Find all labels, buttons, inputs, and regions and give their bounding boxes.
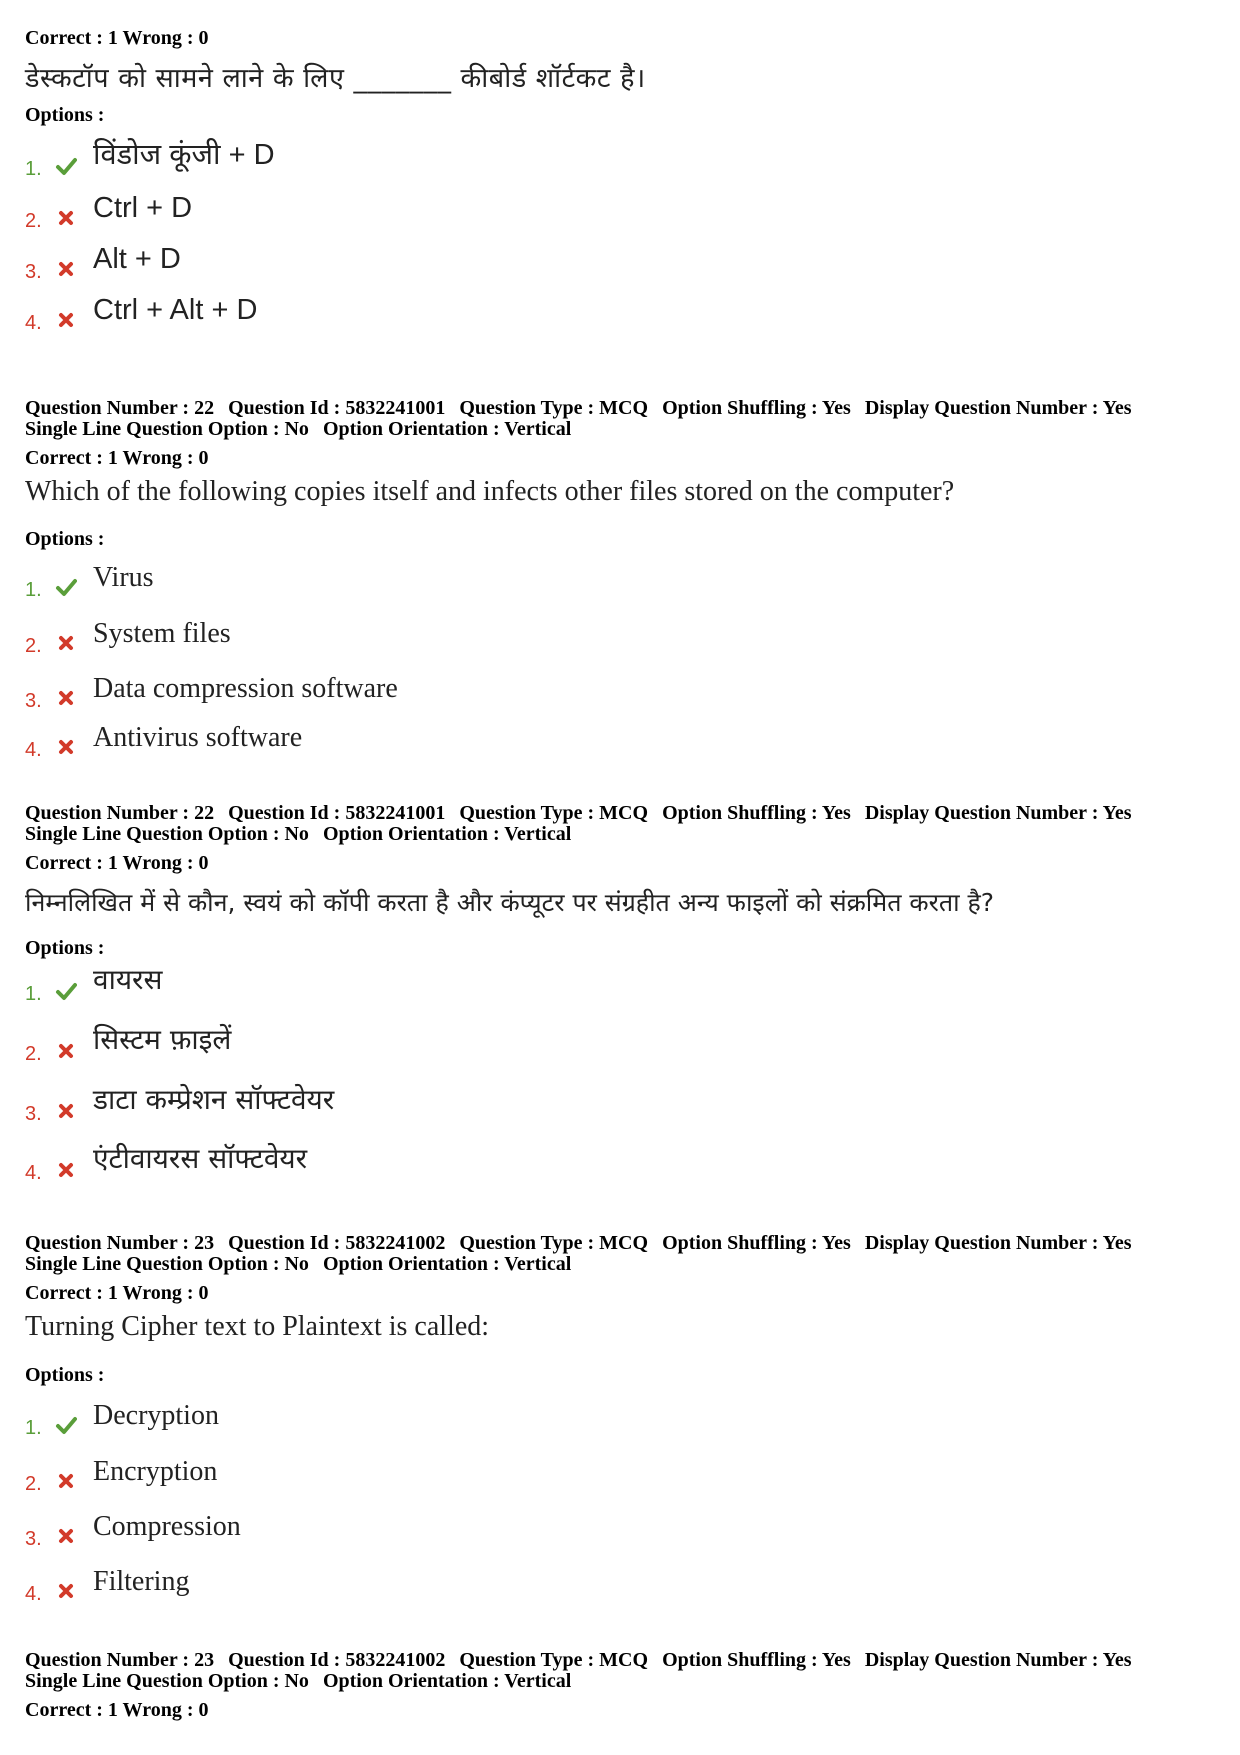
option-item bbox=[25, 234, 825, 284]
option-text: वायरस bbox=[93, 963, 163, 996]
option-number: 2. bbox=[25, 635, 42, 657]
correct-wrong-line: Correct : 1 Wrong : 0 bbox=[25, 1282, 209, 1304]
question-id: Question Id : 5832241001 bbox=[228, 397, 446, 419]
option-orientation: Option Orientation : Vertical bbox=[322, 1670, 572, 1692]
question-id: Question Id : 5832241001 bbox=[228, 802, 446, 824]
option-item bbox=[25, 1390, 825, 1440]
cross-icon bbox=[55, 632, 77, 654]
option-orientation: Option Orientation : Vertical bbox=[322, 823, 572, 845]
option-number: 1. bbox=[25, 1417, 42, 1439]
option-text: Filtering bbox=[93, 1566, 190, 1597]
single-line-option: Single Line Question Option : No bbox=[25, 823, 309, 845]
single-line-option: Single Line Question Option : No bbox=[25, 1253, 309, 1275]
option-text: Ctrl + Alt + D bbox=[93, 294, 258, 326]
option-shuffling: Option Shuffling : Yes bbox=[662, 1232, 851, 1254]
option-item bbox=[25, 1556, 825, 1606]
options-list bbox=[25, 131, 1220, 334]
option-orientation: Option Orientation : Vertical bbox=[322, 1253, 572, 1275]
cross-icon bbox=[55, 1100, 77, 1122]
check-icon bbox=[55, 576, 77, 598]
option-item bbox=[25, 1016, 825, 1066]
option-text: एंटीवायरस सॉफ्टवेयर bbox=[93, 1142, 308, 1175]
display-question-number: Display Question Number : Yes bbox=[864, 1232, 1132, 1254]
option-text: Ctrl + D bbox=[93, 192, 193, 224]
option-text: Antivirus software bbox=[93, 722, 303, 753]
cross-icon bbox=[55, 1580, 77, 1602]
question-type: Question Type : MCQ bbox=[459, 1649, 649, 1671]
correct-wrong-line: Correct : 1 Wrong : 0 bbox=[25, 852, 209, 874]
option-item bbox=[25, 1135, 825, 1185]
option-number: 4. bbox=[25, 312, 42, 334]
question-number: Question Number : 23 bbox=[25, 1232, 215, 1254]
options-label: Options : bbox=[25, 528, 105, 550]
cross-icon bbox=[55, 1159, 77, 1181]
option-number: 2. bbox=[25, 1043, 42, 1065]
option-number: 3. bbox=[25, 690, 42, 712]
cross-icon bbox=[55, 1525, 77, 1547]
option-item bbox=[25, 285, 825, 335]
check-icon bbox=[55, 1414, 77, 1436]
option-item bbox=[25, 552, 825, 602]
option-item bbox=[25, 663, 825, 713]
question-text: Turning Cipher text to Plaintext is called: bbox=[25, 1311, 490, 1342]
options-label: Options : bbox=[25, 104, 105, 126]
question-type: Question Type : MCQ bbox=[459, 1232, 649, 1254]
option-item bbox=[25, 956, 825, 1006]
question-meta-line-2 bbox=[25, 824, 1220, 845]
option-shuffling: Option Shuffling : Yes bbox=[662, 397, 851, 419]
option-number: 4. bbox=[25, 1583, 42, 1605]
cross-icon bbox=[55, 1040, 77, 1062]
option-shuffling: Option Shuffling : Yes bbox=[662, 802, 851, 824]
cross-icon bbox=[55, 207, 77, 229]
option-orientation: Option Orientation : Vertical bbox=[322, 418, 572, 440]
display-question-number: Display Question Number : Yes bbox=[864, 397, 1132, 419]
question-meta-line-1 bbox=[25, 1233, 1220, 1254]
options-label: Options : bbox=[25, 937, 105, 959]
correct-wrong-line: Correct : 1 Wrong : 0 bbox=[25, 27, 209, 49]
option-text: Virus bbox=[93, 562, 154, 593]
option-text: Data compression software bbox=[93, 673, 398, 704]
question-id: Question Id : 5832241002 bbox=[228, 1232, 446, 1254]
correct-wrong-line: Correct : 1 Wrong : 0 bbox=[25, 447, 209, 469]
question-number: Question Number : 23 bbox=[25, 1649, 215, 1671]
option-number: 2. bbox=[25, 210, 42, 232]
question-meta-line-1 bbox=[25, 1650, 1220, 1671]
check-icon bbox=[55, 155, 77, 177]
question-meta-line-2 bbox=[25, 1671, 1220, 1692]
option-number: 3. bbox=[25, 1103, 42, 1125]
single-line-option: Single Line Question Option : No bbox=[25, 1670, 309, 1692]
question-type: Question Type : MCQ bbox=[459, 802, 649, 824]
option-text: Compression bbox=[93, 1511, 241, 1542]
option-number: 4. bbox=[25, 739, 42, 761]
options-list bbox=[25, 1390, 1220, 1605]
options-list bbox=[25, 552, 1220, 761]
option-shuffling: Option Shuffling : Yes bbox=[662, 1649, 851, 1671]
option-text: Alt + D bbox=[93, 243, 181, 275]
option-number: 3. bbox=[25, 261, 42, 283]
option-item bbox=[25, 1501, 825, 1551]
option-number: 3. bbox=[25, 1528, 42, 1550]
display-question-number: Display Question Number : Yes bbox=[864, 1649, 1132, 1671]
options-label: Options : bbox=[25, 1364, 105, 1386]
question-text: डेस्कटॉप को सामने लाने के लिए _______ कीबोर्ड शॉर्टकट है। bbox=[25, 63, 646, 94]
question-number: Question Number : 22 bbox=[25, 397, 215, 419]
cross-icon bbox=[55, 258, 77, 280]
question-meta-line-2 bbox=[25, 1254, 1220, 1275]
option-text: सिस्टम फ़ाइलें bbox=[93, 1023, 232, 1056]
cross-icon bbox=[55, 736, 77, 758]
question-text: Which of the following copies itself and infects other files stored on the computer? bbox=[25, 476, 955, 507]
option-text: System files bbox=[93, 618, 231, 649]
option-number: 1. bbox=[25, 579, 42, 601]
cross-icon bbox=[55, 687, 77, 709]
cross-icon bbox=[55, 1470, 77, 1492]
option-text: डाटा कम्प्रेशन सॉफ्टवेयर bbox=[93, 1083, 335, 1116]
options-list bbox=[25, 956, 1220, 1191]
option-text: Encryption bbox=[93, 1456, 218, 1487]
question-meta-line-1 bbox=[25, 803, 1220, 824]
option-item bbox=[25, 1446, 825, 1496]
question-text: निम्नलिखित में से कौन, स्वयं को कॉपी करता है और कंप्यूटर पर संग्रहीत अन्य फाइलों को संक्रमित करता है? bbox=[25, 888, 995, 917]
option-text: विंडोज कूंजी + D bbox=[93, 139, 275, 171]
display-question-number: Display Question Number : Yes bbox=[864, 802, 1132, 824]
option-number: 4. bbox=[25, 1162, 42, 1184]
correct-wrong-line: Correct : 1 Wrong : 0 bbox=[25, 1699, 209, 1721]
check-icon bbox=[55, 980, 77, 1002]
cross-icon bbox=[55, 309, 77, 331]
option-item bbox=[25, 183, 825, 233]
option-item bbox=[25, 1076, 825, 1126]
option-number: 2. bbox=[25, 1473, 42, 1495]
option-number: 1. bbox=[25, 983, 42, 1005]
option-text: Decryption bbox=[93, 1400, 219, 1431]
option-number: 1. bbox=[25, 158, 42, 180]
question-meta-line-2 bbox=[25, 419, 1220, 440]
option-item bbox=[25, 712, 825, 762]
question-meta-line-1 bbox=[25, 398, 1220, 419]
option-item bbox=[25, 608, 825, 658]
question-number: Question Number : 22 bbox=[25, 802, 215, 824]
option-item bbox=[25, 131, 825, 181]
question-type: Question Type : MCQ bbox=[459, 397, 649, 419]
single-line-option: Single Line Question Option : No bbox=[25, 418, 309, 440]
question-id: Question Id : 5832241002 bbox=[228, 1649, 446, 1671]
